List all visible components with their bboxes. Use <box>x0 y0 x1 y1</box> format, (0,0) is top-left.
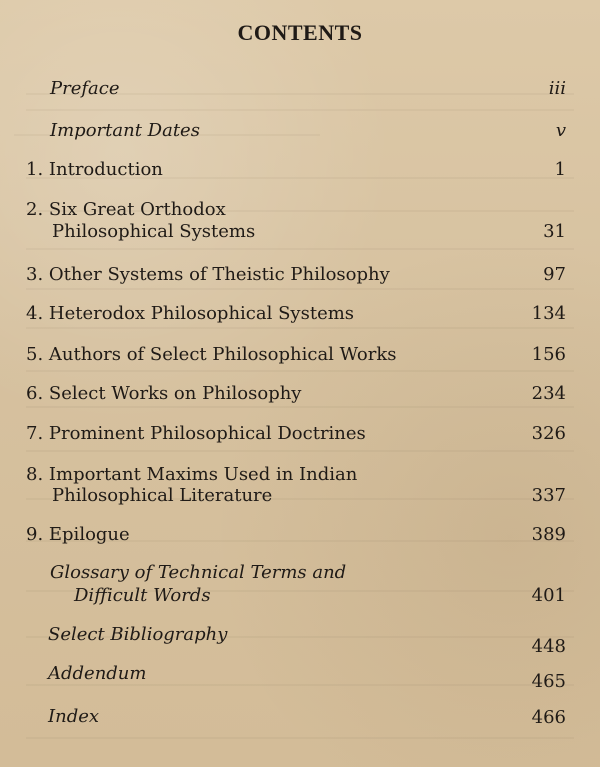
ghost-rule <box>26 109 574 111</box>
toc-entry-label: 3. Other Systems of Theistic Philosophy <box>26 264 390 285</box>
page-title: CONTENTS <box>237 20 363 45</box>
ghost-rule <box>26 737 574 739</box>
toc-entry-label-continuation: Difficult Words <box>74 585 211 606</box>
toc-entry-label: Preface <box>50 78 120 99</box>
ghost-rule <box>26 370 574 372</box>
toc-entry-page: 326 <box>531 423 566 444</box>
toc-entry-label: Important Dates <box>50 120 200 141</box>
toc-entry-label: 2. Six Great Orthodox <box>26 199 226 220</box>
ghost-rule <box>26 248 574 250</box>
toc-entry-label: Select Bibliography <box>48 624 228 645</box>
toc-entry-label: Addendum <box>48 663 147 684</box>
toc-entry-page: 337 <box>531 485 566 506</box>
toc-entry-page: iii <box>548 78 566 99</box>
toc-entry-page: 97 <box>543 264 566 285</box>
toc-entry-label: 6. Select Works on Philosophy <box>26 383 302 404</box>
toc-entry-label: Index <box>48 706 100 727</box>
toc-entry-label: 8. Important Maxims Used in Indian <box>26 464 358 485</box>
ghost-rule <box>26 406 574 408</box>
toc-entry-label-continuation: Philosophical Literature <box>52 485 273 506</box>
toc-entry-page: 448 <box>531 636 566 657</box>
toc-entry-label: Glossary of Technical Terms and <box>50 562 347 583</box>
toc-entry-label: 1. Introduction <box>26 159 163 180</box>
toc-entry-page: 156 <box>531 344 566 365</box>
toc-entry-page: 134 <box>531 303 566 324</box>
toc-entry-page: 389 <box>531 524 566 545</box>
toc-entry-page: v <box>555 120 566 141</box>
toc-entry-label-continuation: Philosophical Systems <box>52 221 256 242</box>
toc-entry-page: 401 <box>531 585 566 606</box>
toc-entry-label: 4. Heterodox Philosophical Systems <box>26 303 355 324</box>
ghost-rule <box>26 327 574 329</box>
toc-entry-label: 5. Authors of Select Philosophical Works <box>26 344 397 365</box>
toc-entry-page: 31 <box>543 221 566 242</box>
toc-entry-page: 1 <box>554 159 566 180</box>
toc-entry-page: 465 <box>531 671 566 692</box>
ghost-rule <box>26 450 574 452</box>
toc-entry-page: 234 <box>531 383 566 404</box>
toc-entry-label: 9. Epilogue <box>26 524 130 545</box>
ghost-rule <box>26 288 574 290</box>
toc-entry-page: 466 <box>531 707 566 728</box>
toc-entry-label: 7. Prominent Philosophical Doctrines <box>26 423 366 444</box>
